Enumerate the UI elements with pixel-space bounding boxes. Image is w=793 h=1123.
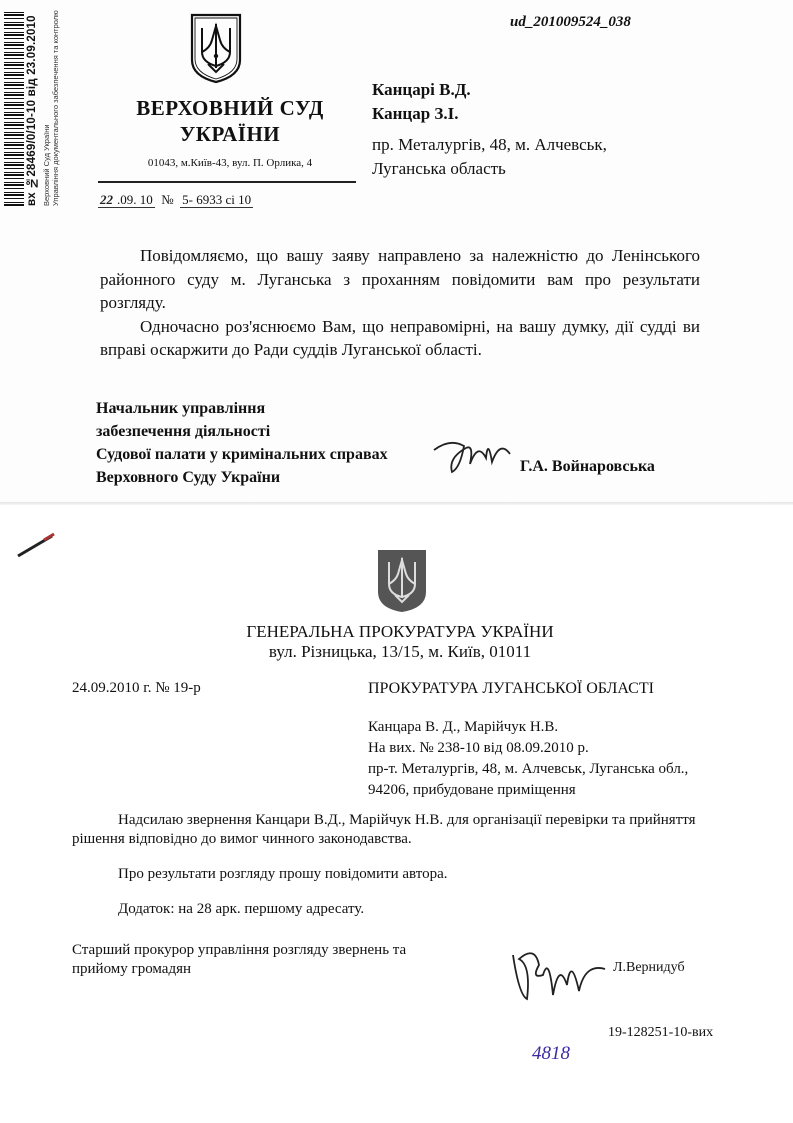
reg-date: .09. 10 xyxy=(117,192,153,207)
registration-stamp-number: вх №28469/0/10-10 від 23.09.2010 xyxy=(26,15,38,206)
handwritten-signature-icon xyxy=(505,935,615,1015)
body-paragraph: Про результати розгляду прошу повідомити автора. xyxy=(118,866,448,882)
org-address: вул. Різницька, 13/15, м. Київ, 01011 xyxy=(268,642,532,661)
letter-date-number: 24.09.2010 г. № 19-р xyxy=(72,680,201,696)
letter-body xyxy=(72,811,732,919)
registration-line xyxy=(98,192,356,208)
signer-name: Г.А. Войнаровська xyxy=(520,458,655,475)
court-name-line: ВЕРХОВНИЙ СУД xyxy=(136,96,324,120)
recipient-block xyxy=(372,78,607,180)
coat-of-arms-icon xyxy=(376,548,428,614)
court-address: 01043, м.Київ-43, вул. П. Орлика, 4 xyxy=(147,157,313,169)
recipient-block xyxy=(368,717,688,801)
recipient-name: Канцар З.І. xyxy=(372,103,459,123)
signature-title-block xyxy=(96,397,388,489)
signature-title-block xyxy=(72,941,406,979)
court-name xyxy=(120,95,340,147)
court-letter-page xyxy=(0,0,793,505)
recipient-line: Канцара В. Д., Марійчук Н.В. xyxy=(368,719,559,735)
reg-number: 5- 6933 сі 10 xyxy=(182,192,252,207)
signature-title-line: Старший прокурор управління розгляду звернень та xyxy=(72,942,407,958)
recipient-address-line: Луганська область xyxy=(372,158,506,178)
registration-stamp-office xyxy=(42,10,60,206)
stamp-office-line: Верховний Суд України xyxy=(42,124,51,206)
destination-office: ПРОКУРАТУРА ЛУГАНСЬКОЇ ОБЛАСТІ xyxy=(368,680,654,697)
recipient-line: На вих. № 238-10 від 08.09.2010 р. xyxy=(368,740,589,756)
org-name: ГЕНЕРАЛЬНА ПРОКУРАТУРА УКРАЇНИ xyxy=(246,622,554,641)
stamp-office-line: Управління документального забезпечення та контролю xyxy=(51,10,60,206)
letter-body xyxy=(100,244,700,362)
header-divider xyxy=(98,181,356,183)
coat-of-arms-icon xyxy=(188,12,244,84)
recipient-line: пр-т. Металургів, 48, м. Алчевськ, Луганська обл., xyxy=(368,761,689,777)
signature-title-line: Судової палати у кримінальних справах xyxy=(96,446,388,463)
recipient-line: 94206, прибудоване приміщення xyxy=(368,782,576,798)
reg-no-label: № xyxy=(161,192,174,207)
handwritten-signature-icon xyxy=(430,428,520,478)
signature-title-line: Верховного Суду України xyxy=(96,469,281,486)
outgoing-number: 19-128251-10-вих xyxy=(608,1025,714,1040)
signature-title-line: прийому громадян xyxy=(72,961,192,977)
signature-title-line: Начальник управління xyxy=(96,400,266,417)
recipient-name: Канцарі В.Д. xyxy=(372,80,471,99)
recipient-address-line: пр. Металургів, 48, м. Алчевськ, xyxy=(372,135,607,154)
prosecutor-header xyxy=(200,622,600,662)
pen-mark-icon xyxy=(14,530,58,560)
registration-barcode xyxy=(4,10,24,206)
handwritten-number: 4818 xyxy=(532,1043,570,1064)
document-code: ud_201009524_038 xyxy=(510,14,631,30)
body-paragraph: Одночасно роз'яснюємо Вам, що неправомірні, на вашу думку, дії судді ви вправі оскаржити до Ради суддів Луганської області. xyxy=(100,316,700,359)
body-paragraph: Повідомляємо, що вашу заяву направлено за належністю до Ленінського районного суду м. Луганська з проханням повідомити вам про результати розгляду. xyxy=(100,246,700,312)
signature-title-line: забезпечення діяльності xyxy=(96,423,271,440)
body-paragraph: Надсилаю звернення Канцари В.Д., Марійчук Н.В. для організації перевірки та прийняття рішення відповідно до вимог чинного законодавства. xyxy=(72,812,696,847)
signer-name: Л.Вернидуб xyxy=(613,960,685,975)
body-paragraph: Додаток: на 28 арк. першому адресату. xyxy=(118,901,365,917)
reg-date-handwritten: 22 xyxy=(100,192,113,207)
court-name-line: УКРАЇНИ xyxy=(179,122,281,146)
